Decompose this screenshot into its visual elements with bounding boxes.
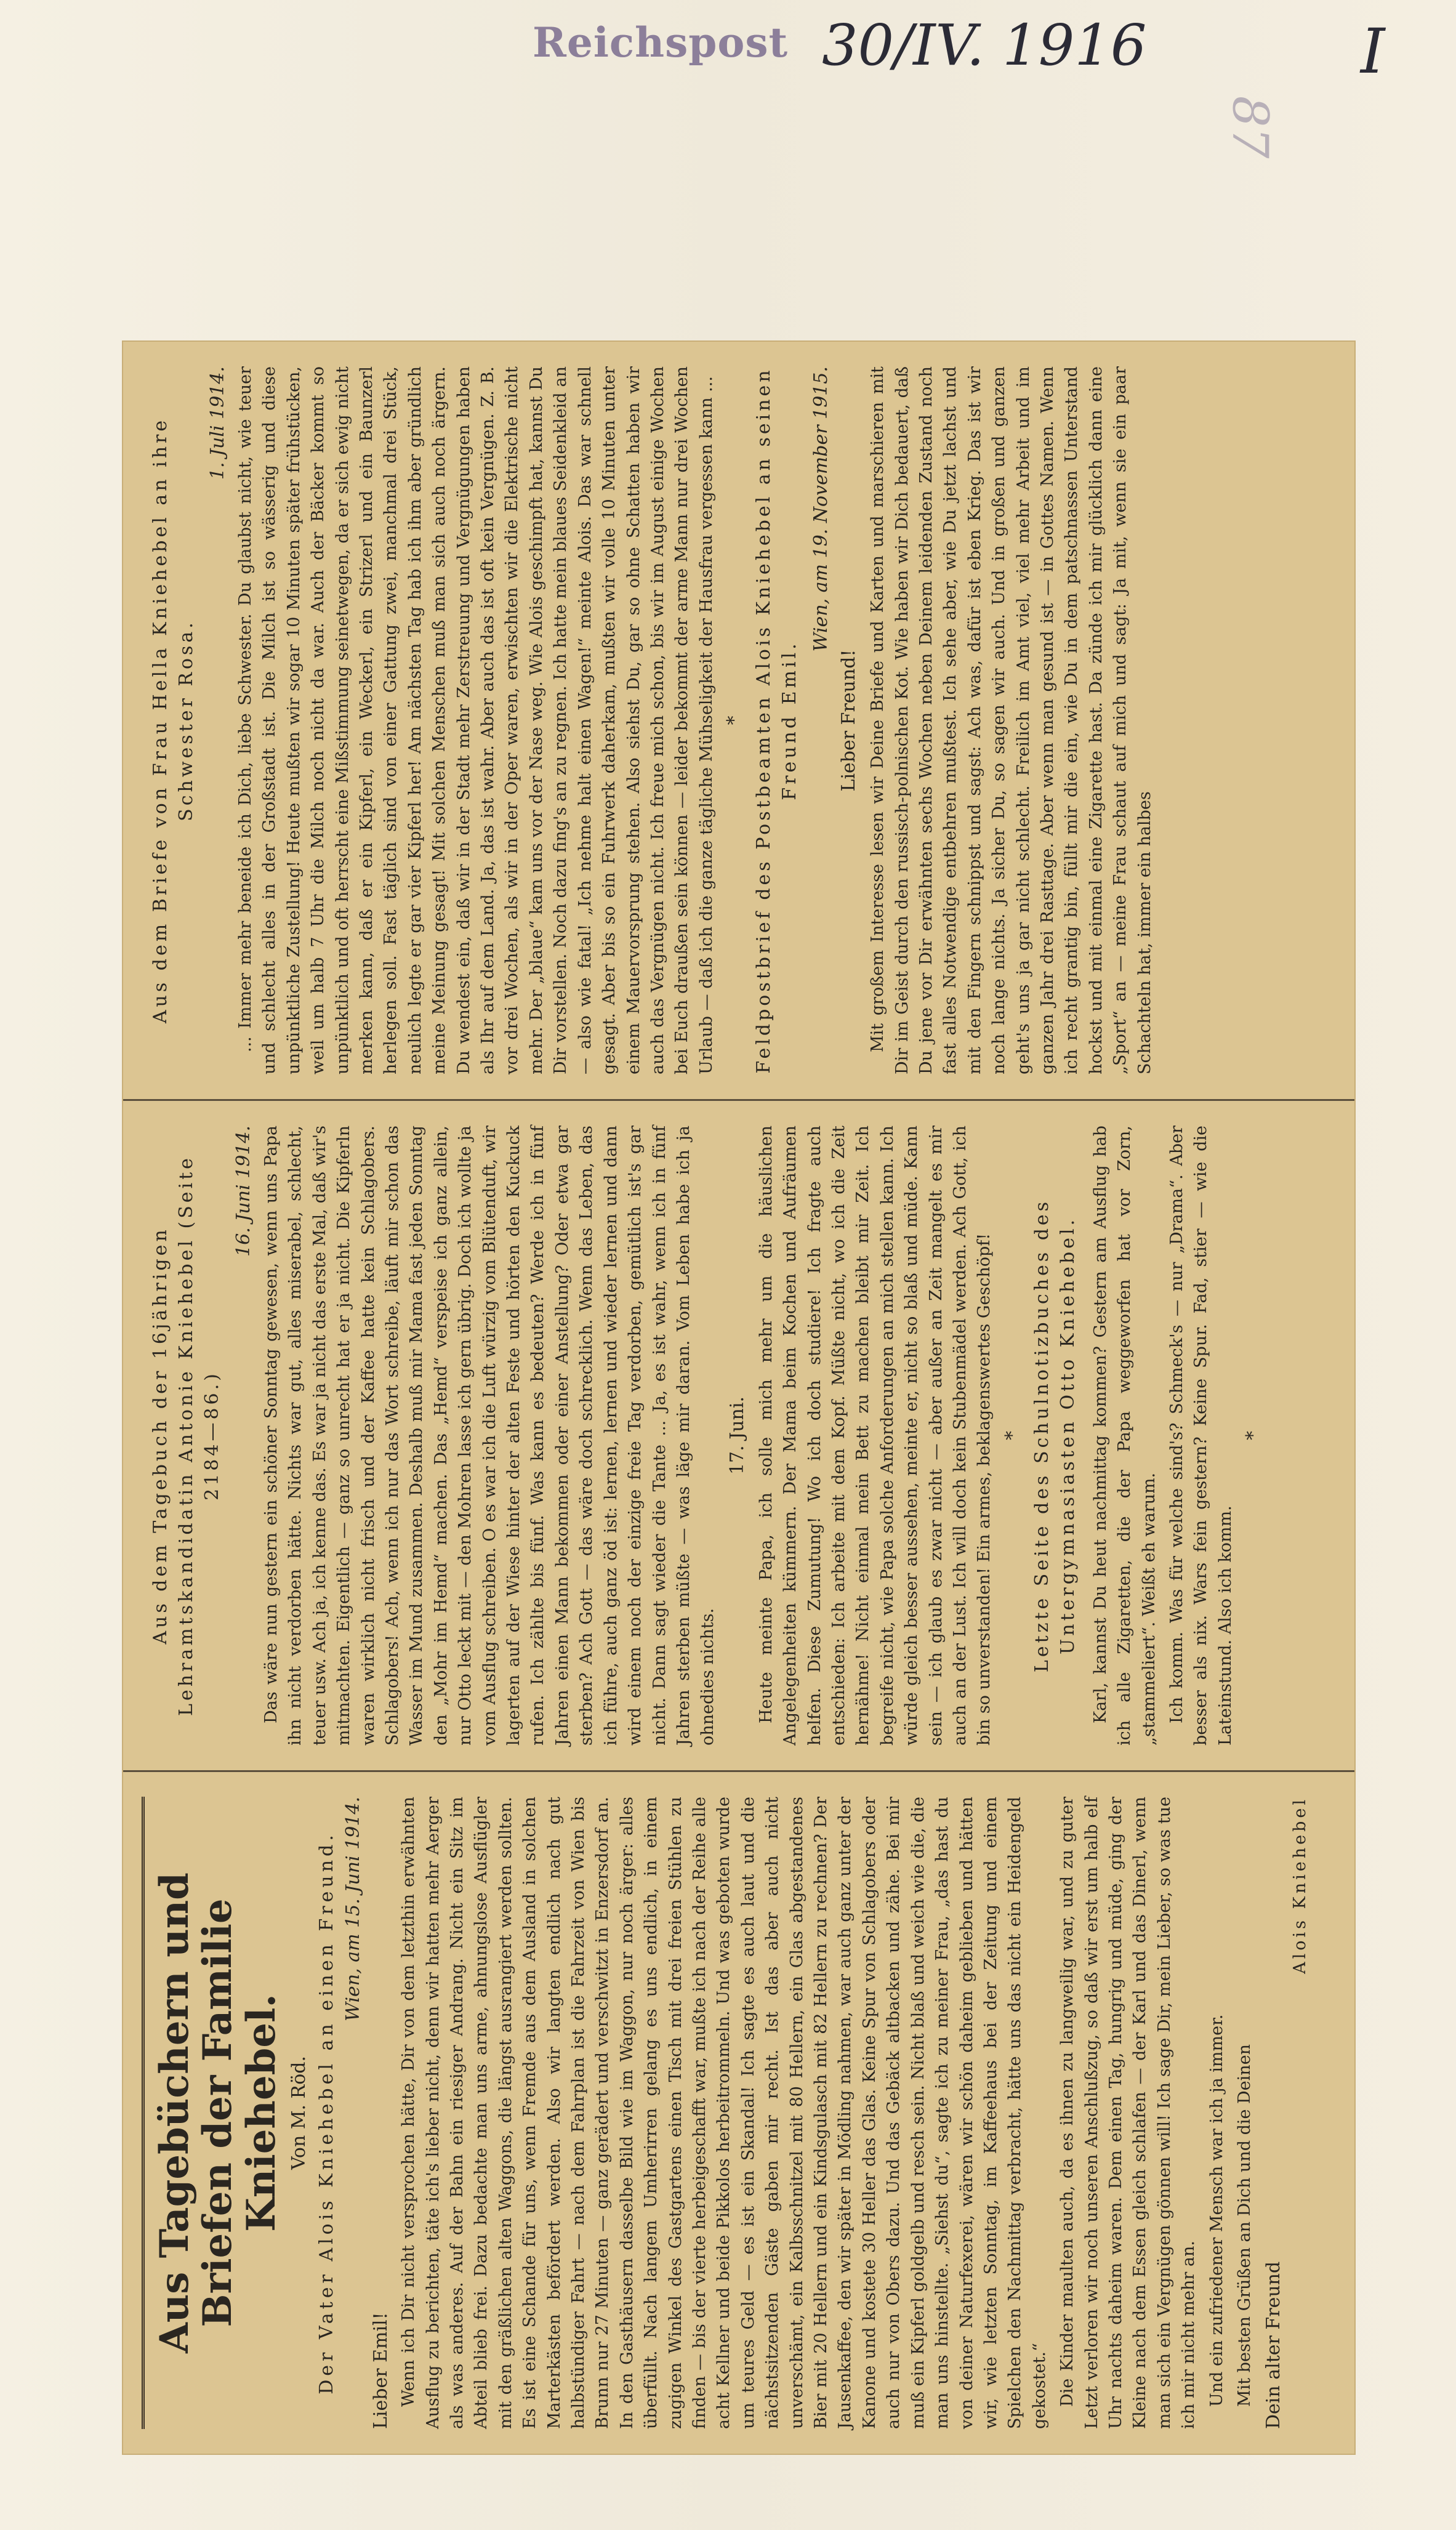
letter-date: Wien, am 19. November 1915.	[810, 366, 832, 652]
entry-date: 17. Juni.	[726, 1396, 748, 1475]
entry-date: 16. Juni 1914.	[233, 1126, 254, 1257]
paragraph: Mit besten Grüßen an Dich und die Deinen	[1234, 2044, 1254, 2407]
pencil-page-number: 87	[1221, 95, 1279, 159]
column-2	[123, 1099, 1354, 1770]
diary-entry	[754, 1126, 997, 1746]
salutation: Lieber Freund!	[838, 649, 860, 792]
letter-heading: Der Vater Alois Kniehebel an einen Freund.	[316, 1831, 338, 2395]
handwritten-roman-numeral: I	[1361, 15, 1385, 87]
diary-heading: Aus dem Tagebuch der 16jährigen Lehramtskandidatin Antonie Kniehebel (Seite 2184—86.)	[150, 1155, 223, 1716]
letter-body	[396, 1797, 1257, 2429]
byline: Von M. Röd.	[288, 2056, 310, 2170]
friend-line: Dein alter Freund	[1263, 2261, 1285, 2429]
paragraph: Heute meinte Papa, ich solle mich mehr um die häuslichen Angelegenheiten kümmern. Der Mama beim Kochen und Aufräumen helfen. Diese Zumutung! Wo ich doch studiere! Ich fragte auch entschieden: Ich arbeite mit dem Kopf. Müßte nicht, wo ich die Zeit hernähme! Nicht einmal mein Bett zu machen bleibt mir Zeit. Ich begreife nicht, wie Papa solche Anforderungen an mich stellen kann. Ich würde gleich besser aussehen, meinte er, nicht so blaß und müde. Kann sein — ich glaub es zwar nicht — aber außer an Zeit mangelt es mir auch an der Lust. Ich will doch kein Stubenmädel werden. Ach Gott, ich bin so unverstanden! Ein armes, beklagenswertes Geschöpf!	[756, 1126, 994, 1746]
diary-entry	[259, 1126, 720, 1746]
notebook-heading: Letzte Seite des Schulnotizbuches des Untergymnasiasten Otto Kniehebel.	[1031, 1198, 1079, 1673]
paragraph: Das wäre nun gestern ein schöner Sonntag gewesen, wenn uns Papa ihn nicht verdorben hätte. Nichts war gut, alles miserabel, schlecht, teuer usw. Ach ja, ich kenne das. Es war ja nicht das erste Mal, daß wir's mitmachten. Eigentlich — ganz so unrecht hat er ja nicht. Die Kipferln waren wirklich nicht frisch und der Kaffee hatte kein Schlagobers. Schlagobers! Ach, wenn ich nur das Wort schreibe, läuft mir schon das Wasser im Mund zusammen. Deshalb muß mir Mama fast jeden Sonntag den „Mohr im Hemd“ machen. Das „Hemd“ verspeise ich ganz allein, nur Otto leckt mit — den Mohren lasse ich gern übrig. Doch ich wollte ja vom Ausflug schreiben. O es war ich die Luft würzig vom Blütenduft, wir lagerten auf der Wiese hinter der alten Feste und hörten den Kuckuck rufen. Ich zählte bis fünf. Was kann es bedeuten? Werde ich in fünf Jahren einen Mann bekommen oder einer Anstellung? Oder etwa gar sterben? Ach Gott — das wäre doch schrecklich. Wenn das Leben, das ich führe, auch ganz öd ist: lernen, lernen und wieder lernen und dann wird einem noch der einzige freie Tag verdorben, gemütlich ist's gar nicht. Dann sagt wieder die Tante ... Ja, es ist wahr, wenn ich in fünf Jahren sterben müßte — was läge mir daran. Vom Leben habe ich ja ohnedies nichts.	[262, 1126, 718, 1746]
column-3	[123, 342, 1354, 1099]
paragraph: Die Kinder maulten auch, da es ihnen zu langweilig war, und zu guter Letzt verloren wir noch unseren Anschlußzug, so daß wir erst um halb elf Uhr nachts daheim waren. Dem einen Tag, hungrig und müde, ging der Kleine nach dem Essen gleich schlafen — der Karl und das Dinerl, wenn man sich ein Vergnügen gönnen will! Ich sage Dir, mein Lieber, so was tue ich mir nicht mehr an.	[1058, 1797, 1199, 2429]
notebook-entries	[1088, 1126, 1237, 1746]
title-rule	[142, 1797, 145, 2429]
article-title: Aus Tagebüchern und Briefen der Familie Kniehebel.	[151, 1872, 284, 2353]
paragraph: Ich komm. Was für welche sind's? Schmeck's — nur „Drama“. Aber besser als nix. Wars fein gestern? Keine Spur. Fad, stier — wie die Lateinstund. Also ich komm.	[1167, 1126, 1235, 1746]
section-star: *	[1242, 1431, 1265, 1440]
fieldpost-heading: Feldpostbrief des Postbeamten Alois Kniehebel an seinen Freund Emil.	[753, 367, 801, 1074]
letter-heading: Aus dem Briefe von Frau Hella Kniehebel an ihre Schwester Rosa.	[150, 417, 197, 1024]
letter-date: 1. Juli 1914.	[207, 366, 228, 480]
letter-body	[233, 366, 718, 1074]
column-1	[123, 1770, 1354, 2454]
signature: Alois Kniehebel	[1290, 1797, 1310, 1974]
paragraph: Und ein zufriedener Mensch war ich ja immer.	[1207, 2014, 1226, 2407]
reichspost-stamp: Reichspost	[533, 18, 789, 66]
paragraph: Karl, kannst Du heut nachmittag kommen? Gestern am Ausflug hab ich alle Zigaretten, die der Papa weggeworfen hat vor Zorn, „stammeliert“. Weißt eh warum.	[1090, 1126, 1159, 1746]
newspaper-clipping	[123, 342, 1354, 2454]
paragraph: Wenn ich Dir nicht versprochen hätte, Dir von dem letzthin erwähnten Ausflug zu berichten, täte ich's lieber nicht, denn wir hatten mehr Aerger als was anderes. Auf der Bahn ein riesiger Andrang. Nicht ein Sitz im Abteil blieb frei. Dazu bedachte man uns arme, ahnungslose Ausflügler mit den gräßlichen alten Waggons, die längst ausrangiert werden sollten. Es ist eine Schande für uns, wenn Fremde aus dem Ausland in solchen Marterkästen befördert werden. Also wir langten endlich nach gut halbstündiger Fahrt — nach dem Fahrplan ist die Fahrzeit von Wien bis Brunn nur 27 Minuten — ganz gerädert und verschwitzt in Enzersdorf an. In den Gasthäusern dasselbe Bild wie im Waggon, nur noch ärger: alles überfüllt. Nach langem Umherirren gelang es uns endlich, in einem zugigen Winkel des Gastgartens einen Tisch mit drei freien Stühlen zu finden — bis der vierte herbeigeschafft war, mußte ich nach der Reihe alle acht Kellner und beide Pikkolos herbeitrommeln. Und was geboten wurde um teures Geld — es ist ein Skandal! Ich sagte es auch laut und die nächstsitzenden Gäste gaben mir recht. Ist das aber auch nicht unverschämt, ein Kalbsschnitzel mit 80 Hellern, ein Glas abgestandenes Bier mit 20 Hellern und ein Kindsgulasch mit 82 Hellern zu rechnen? Der Jausenkaffee, den wir später in Mödling nahmen, war auch ganz unter der Kanone und kostete 30 Heller das Glas. Keine Spur von Schlagobers oder auch nur von Obers dazu. Und das Gebäck altbacken und zähe. Bei mir muß ein Kipferl goldgelb und resch sein. Nicht blaß und weich wie die, die man uns hinstellte. „Siehst du“, sagte ich zu meiner Frau, „das hast du von deiner Naturfexerei, wären wir schön daheim geblieben und hätten wir, wie letzten Sonntag, im Kaffeehaus bei der Zeitung und einem Spielchen den Nachmittag verbracht, hätte uns das nicht ein Heidengeld gekostet.“	[399, 1797, 1049, 2429]
paragraph: ... Immer mehr beneide ich Dich, liebe Schwester. Du glaubst nicht, wie teuer und schlecht alles in der Großstadt ist. Die Milch ist so wässerig und diese unpünktliche Zustellung! Heute mußten wir sogar 10 Minuten später frühstücken, weil um halb 7 Uhr die Milch noch nicht da war. Auch der Bäcker kommt so unpünktlich und oft herrscht eine Mißstimmung seinetwegen, da er sich ewig nicht merken kann, daß er ein Kipferl, ein Weckerl, ein Strizerl und ein Baunzerl herlegen soll. Fast täglich sind von einer Gattung zwei, manchmal drei Stück, neulich legte er gar vier Kipferl her! Am nächsten Tag hab ich ihm aber gründlich meine Meinung gesagt! Mit solchen Menschen muß man sich auch noch ärgern. Du wendest ein, daß wir in der Stadt mehr Zerstreuung und Vergnügungen haben als Ihr auf dem Land. Ja, das ist wahr. Aber auch das ist oft kein Vergnügen. Z. B. vor drei Wochen, als wir in der Oper waren, erwischten wir die Elektrische nicht mehr. Der „blaue“ kam uns vor der Nase weg. Wie Alois geschimpft hat, kannst Du Dir vorstellen. Noch dazu fing's an zu regnen. Ich hatte mein blaues Seidenkleid an — also wie fatal! „Ich nehme halt einen Wagen!“ meinte Alois. Das war schnell gesagt. Aber bis so ein Fuhrwerk daherkam, mußten wir volle 10 Minuten unter einem Mauervorsprung stehen. Also siehst Du, gar so ohne Schatten haben wir auch das Vergnügen nicht. Ich freue mich schon, bis wir im August einige Wochen bei Euch draußen sein können — leider bekommt der arme Mann nur drei Wochen Urlaub — daß ich die ganze tägliche Mühseligkeit der Hausfrau vergessen kann ...	[236, 366, 716, 1074]
section-star: *	[723, 715, 746, 725]
paragraph: Mit großem Interesse lesen wir Deine Briefe und Karten und marschieren mit Dir im Geist durch den russisch-polnischen Kot. Wie haben wir Dich bedauert, daß Du jene vor Dir erwähnten sechs Wochen neben Deinem leidenden Zustand noch fast alles Notwendige entbehren mußtest. Ich sehe aber, wie Du jetzt lachst und mit den Fingern schnippst und sagst: Ach was, dafür ist eben Krieg. Das ist wir noch lange nichts. Ja sicher Du, so sagen wir auch. Und in großen und ganzen geht's uns ja gar nicht schlecht. Freilich im Amt viel, viel mehr Arbeit und im ganzen Jahr drei Rasttage. Aber wenn man gesund ist — in Gottes Namen. Wenn ich recht grantig bin, füllt mir die ein, wie Du in dem patschnassen Unterstand hockst und mit einmal eine Zigarette hast. Da zünde ich mir glücklich dann eine „Sport“ an — meine Frau schaut auf mich und sagt: Ja mit, wenn sie ein paar Schachteln hat, immer ein halbes	[868, 366, 1154, 1074]
place-date: Wien, am 15. Juni 1914.	[342, 1797, 364, 2021]
section-star: *	[1001, 1431, 1023, 1440]
letter-body	[866, 366, 1157, 1074]
handwritten-date: 30/IV. 1916	[822, 12, 1147, 78]
clipping-rotated-content	[123, 342, 1354, 2454]
salutation: Lieber Emil!	[370, 2312, 392, 2429]
